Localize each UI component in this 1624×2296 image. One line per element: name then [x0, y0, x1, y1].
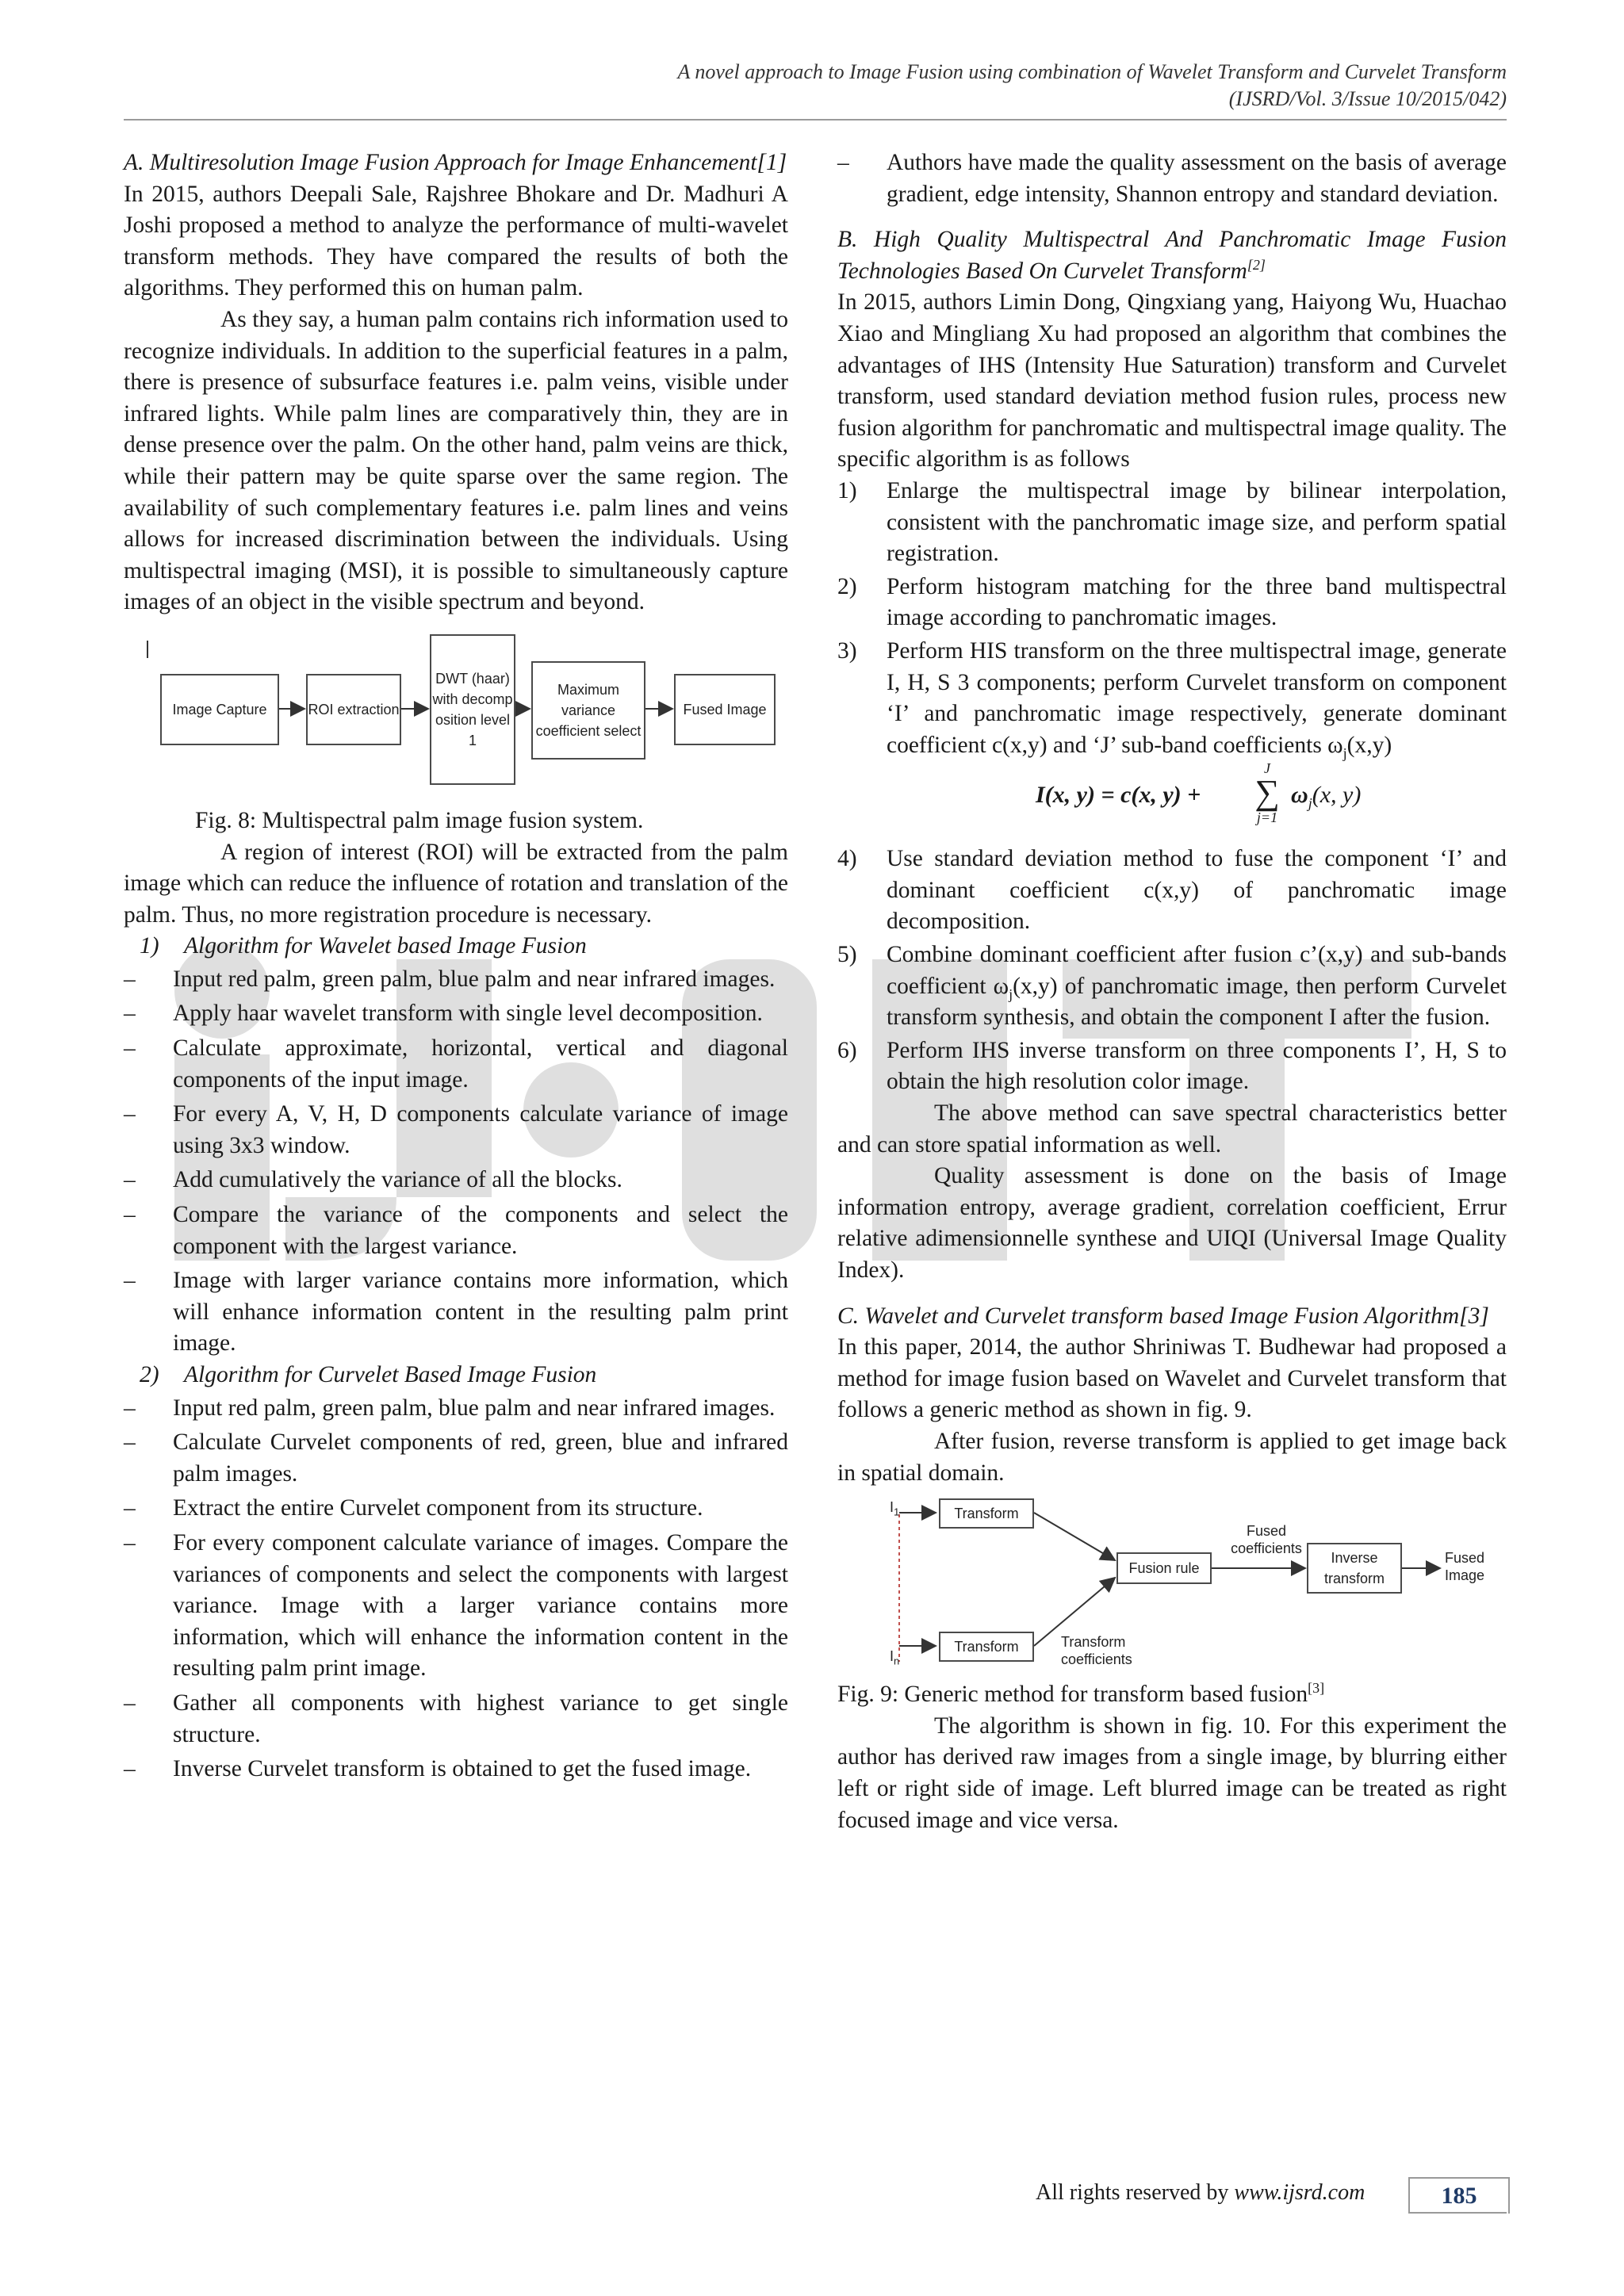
input-in-label: $I_n$: [890, 1648, 900, 1667]
subsection-2-heading: [124, 1360, 788, 1391]
section-b-title: [837, 224, 1507, 287]
step-tail: (x,y): [1346, 732, 1392, 758]
box-inverse-transform: Inverse transform: [1307, 1543, 1402, 1594]
running-header: [124, 59, 1507, 113]
section-b-paragraph-1: In 2015, authors Limin Dong, Qingxiang yang, Haiyong Wu, Huachao Xiao and Mingliang Xu had proposed an algorithm that combines the advantages of IHS (Intensity Hue Saturation) transform and Curvelet transform, used standard deviation method fusion rules, process new fusion algorithm for panchromatic and multispectral image quality. The specific algorithm is as follows: [837, 289, 1507, 473]
input-i1-label: $I_1$: [890, 1499, 900, 1518]
subsection-1-number: 1): [140, 933, 159, 959]
list-item: – Apply haar wavelet transform with single level decomposition.: [124, 998, 788, 1030]
formula-sum-top: J: [1264, 760, 1270, 777]
figure-8-caption: Fig. 8: Multispectral palm image fusion system.: [195, 807, 644, 833]
footer-site-link[interactable]: www.ijsrd.com: [1234, 2180, 1365, 2205]
step-text: Combine dominant coefficient after fusion c’(x,y) and sub-bands coefficient ω: [887, 942, 1507, 999]
curvelet-steps-list: [124, 1393, 788, 1785]
header-title: A novel approach to Image Fusion using combination of Wavelet Transform and Curvelet Transform: [677, 60, 1507, 83]
left-column: [124, 147, 788, 1785]
step-number: 2): [837, 573, 857, 599]
list-item: – Inverse Curvelet transform is obtained to get the fused image.: [124, 1754, 788, 1785]
section-b-ref: [2]: [1247, 256, 1266, 273]
formula-omega: ω: [1291, 782, 1308, 809]
section-a-paragraph-3: A region of interest (ROI) will be extracted from the palm image which can reduce the influence of rotation and translation of the palm. Thus, no more registration procedure is necessary.: [124, 839, 788, 928]
footer-text: All rights reserved by: [1036, 2180, 1235, 2205]
section-a-paragraph-2: As they say, a human palm contains rich information used to recognize individuals. In addition to the superficial features in a palm, there is presence of subsurface features i.e. palm veins, visible under infrared lights. While palm lines are comparatively thin, they are in dense presence over the palm. On the other hand, palm veins are thick, while their pattern may be quite sparse over the same region. The availability of such complementary features i.e. palm lines and veins allows for increased discrimination between the individuals. Using multispectral imaging (MSI), it is possible to simultaneously capture images of an object in the visible spectrum and beyond.: [124, 306, 788, 615]
list-item: – Extract the entire Curvelet component from its structure.: [124, 1493, 788, 1525]
step-text: Perform histogram matching for the three band multispectral image according to panchromatic images.: [887, 573, 1507, 631]
list-item: – Gather all components with highest variance to get single structure.: [124, 1688, 788, 1751]
box-transform-top: Transform: [939, 1498, 1034, 1529]
step-text: Enlarge the multispectral image by bilinear interpolation, consistent with the panchromatic image size, and perform spatial registration.: [887, 477, 1507, 567]
section-c-title: C. Wavelet and Curvelet transform based Image Fusion Algorithm[3]: [837, 1303, 1489, 1329]
formula-rhs-tail: (x, y): [1312, 782, 1362, 809]
formula-ihs-curvelet: [837, 761, 1507, 832]
list-item: – Compare the variance of the components and select the component with the largest variance.: [124, 1200, 788, 1262]
formula-lhs: I(x, y) = c(x, y) +: [1036, 782, 1201, 809]
list-item: [837, 636, 1507, 761]
section-c-paragraph-2: After fusion, reverse transform is applied to get image back in spatial domain.: [837, 1428, 1507, 1486]
ihs-curvelet-steps: [837, 476, 1507, 761]
step-subscript: j: [1009, 985, 1013, 1002]
list-item: – Add cumulatively the variance of all the blocks.: [124, 1165, 788, 1196]
figure-9-caption: [837, 1679, 1507, 1711]
list-item: – Calculate Curvelet components of red, green, blue and infrared palm images.: [124, 1427, 788, 1490]
section-b-paragraph-3: Quality assessment is done on the basis of Image information entropy, average gradient, correlation coefficient, Errur relative adimensionnelle synthese and UIQI (Universal Image Quality Index).: [837, 1163, 1507, 1283]
footer-rule: [1408, 2212, 1507, 2214]
list-item: – Image with larger variance contains more information, which will enhance information content in the resulting palm print image.: [124, 1265, 788, 1360]
list-item: – Input red palm, green palm, blue palm and near infrared images.: [124, 964, 788, 996]
list-item: [837, 844, 1507, 938]
list-item: – For every component calculate variance of images. Compare the variances of components and select the components with largest variance. Image with a larger variance contains more information, which will enhance the information content in the resulting palm print image.: [124, 1528, 788, 1685]
formula-sum-symbol: ∑: [1254, 773, 1280, 813]
subsection-2-number: 2): [140, 1362, 159, 1387]
formula-sum-bottom: j=1: [1256, 809, 1278, 826]
step-subscript: j: [1342, 744, 1347, 761]
section-c-paragraph-3: The algorithm is shown in fig. 10. For this experiment the author has derived raw images from a single image, by blurring either left or right side of image. Left blurred image can be treated as right focused image and vice versa.: [837, 1712, 1507, 1833]
header-rule: [124, 119, 1507, 121]
step-number: 3): [837, 637, 857, 664]
subsection-1-heading: [124, 931, 788, 962]
step-number: 5): [837, 942, 857, 968]
box-fusion-rule: Fusion rule: [1116, 1552, 1212, 1584]
ihs-curvelet-steps-continued: [837, 844, 1507, 1098]
subsection-1-title: Algorithm for Wavelet based Image Fusion: [184, 933, 587, 959]
box-roi-extraction: ROI extraction: [306, 674, 401, 745]
figure-9-arrows: [837, 1498, 1507, 1674]
section-c-paragraph-1: In this paper, 2014, the author Shriniwas T. Budhewar had proposed a method for image fusion based on Wavelet and Curvelet transform that follows a generic method as shown in fig. 9.: [837, 1334, 1507, 1423]
section-a-title: A. Multiresolution Image Fusion Approach for Image Enhancement[1]: [124, 150, 787, 175]
figure-8-diagram: [124, 629, 788, 796]
list-item: [837, 572, 1507, 634]
section-b-title-text: B. High Quality Multispectral And Panchromatic Image Fusion Technologies Based On Curvelet Transform: [837, 227, 1507, 284]
list-item: – Authors have made the quality assessment on the basis of average gradient, edge intensity, Shannon entropy and standard deviation.: [837, 147, 1507, 210]
figure-9-diagram: [837, 1498, 1507, 1674]
list-item: – Calculate approximate, horizontal, vertical and diagonal components of the input image.: [124, 1033, 788, 1096]
box-transform-bottom: Transform: [939, 1632, 1034, 1662]
box-fused-image: Fused Image: [674, 674, 776, 745]
figure-9-caption-ref: [3]: [1308, 1680, 1325, 1697]
step-text: Use standard deviation method to fuse the component ‘I’ and dominant coefficient c(x,y) of panchromatic image decomposition.: [887, 846, 1507, 935]
step-number: 4): [837, 846, 857, 872]
footer-copyright: [1036, 2180, 1365, 2206]
quality-assessment-item: [837, 147, 1507, 210]
formula-omega-sub: j: [1308, 795, 1312, 812]
list-item: – For every A, V, H, D components calculate variance of image using 3x3 window.: [124, 1099, 788, 1161]
right-column: [837, 147, 1507, 1836]
subsection-2-title: Algorithm for Curvelet Based Image Fusion: [184, 1362, 597, 1387]
step-number: 1): [837, 477, 857, 503]
box-maximum-variance: Maximum variance coefficient select: [531, 661, 645, 760]
step-text: Perform HIS transform on the three multispectral image, generate I, H, S 3 components; perform Curvelet transform on component ‘I’ and panchromatic image respectively, generate dominant coefficient c(x,y) and ‘J’ sub-band coefficients ω: [887, 637, 1507, 758]
list-item: [837, 1035, 1507, 1098]
wavelet-steps-list: [124, 964, 788, 1360]
box-image-capture: Image Capture: [160, 674, 279, 745]
list-item: [837, 476, 1507, 570]
section-a-paragraph-1: In 2015, authors Deepali Sale, Rajshree Bhokare and Dr. Madhuri A Joshi proposed a method to analyze the performance of multi-wavelet transform methods. They have compared the results of both the algorithms. They performed this on human palm.: [124, 181, 788, 301]
label-fused-coefficients: Fused coefficients: [1231, 1523, 1302, 1557]
label-transform-coefficients: Transform coefficients: [1061, 1634, 1132, 1668]
figure-9-caption-text: Fig. 9: Generic method for transform based fusion: [837, 1682, 1308, 1708]
step-number: 6): [837, 1037, 857, 1063]
list-item: – Input red palm, green palm, blue palm and near infrared images.: [124, 1393, 788, 1425]
label-fused-image: Fused Image: [1445, 1550, 1485, 1584]
step-tail: (x,y) of panchromatic image, then perform Curvelet transform synthesis, and obtain the component I after the fusion.: [887, 973, 1507, 1031]
list-item: [837, 939, 1507, 1034]
page-number: 185: [1408, 2177, 1510, 2214]
box-dwt-haar: DWT (haar) with decomp osition level 1: [430, 634, 515, 785]
step-text: Perform IHS inverse transform on three components I’, H, S to obtain the high resolution color image.: [887, 1037, 1507, 1095]
section-b-paragraph-2: The above method can save spectral characteristics better and can store spatial information as well.: [837, 1100, 1507, 1158]
header-issue: (IJSRD/Vol. 3/Issue 10/2015/042): [1228, 87, 1507, 110]
